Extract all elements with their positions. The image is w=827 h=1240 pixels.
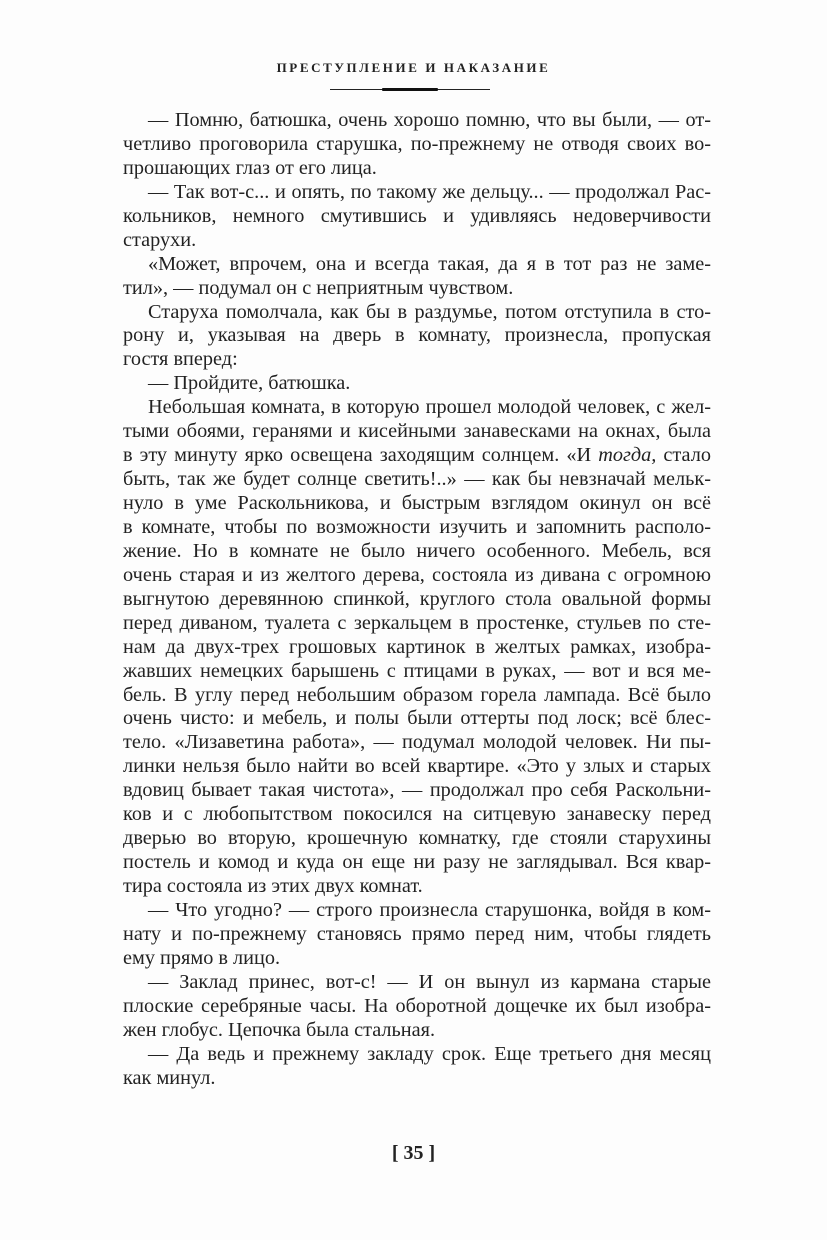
text-line-content: прошающих глаз от его лица. <box>123 156 377 179</box>
text-line-content: нату и по-прежнему становясь прямо перед ним, чтобы глядеть <box>123 922 711 945</box>
text-line <box>123 995 711 1019</box>
text-line <box>123 181 711 205</box>
text-line <box>123 133 711 157</box>
text-line <box>123 851 711 875</box>
text-line <box>123 468 711 492</box>
text-line-content: плоские серебряные часы. На оборотной дощечке их был изобра- <box>123 994 711 1017</box>
text-line-content: — Что угодно? — строго произнесла старушонка, войдя в ком- <box>148 898 711 921</box>
text-line-content: — Пройдите, батюшка. <box>148 372 351 395</box>
text-line-content: Старуха помолчала, как бы в раздумье, потом отступила в сто- <box>148 300 711 323</box>
text-line <box>123 109 711 133</box>
text-line-content: тело. «Лизаветина работа», — подумал молодой человек. Ни пы- <box>123 731 711 754</box>
text-line <box>123 1067 711 1091</box>
text-line <box>123 612 711 636</box>
text-line-content: постель и комод и куда он еще ни разу не заглядывал. Вся квар- <box>123 851 711 874</box>
text-line <box>123 205 711 229</box>
text-line <box>123 707 711 731</box>
text-line-content: вдовиц бывает такая чистота», — продолжал про себя Раскольни- <box>123 779 711 802</box>
text-line <box>123 372 711 396</box>
header-divider-ornament <box>382 88 438 91</box>
running-title: ПРЕСТУПЛЕНИЕ И НАКАЗАНИЕ <box>276 60 551 75</box>
text-line <box>123 971 711 995</box>
text-line <box>123 444 711 468</box>
text-line-content: старухи. <box>123 228 197 251</box>
text-line-content: — Помню, батюшка, очень хорошо помню, что вы были, — от- <box>148 109 711 131</box>
text-line <box>123 660 711 684</box>
text-line-content: бель. В углу перед небольшим образом горела лампада. Всё было <box>123 683 711 706</box>
text-line-content: очень старая и из желтого дерева, состояла из дивана с огромною <box>123 563 711 586</box>
text-line <box>123 301 711 325</box>
text-line-content: рону и, указывая на дверь в комнату, произнесла, пропуская <box>123 324 711 347</box>
text-line-content: тира состояла из этих двух комнат. <box>123 875 423 897</box>
text-line <box>123 803 711 827</box>
text-line <box>123 564 711 588</box>
text-line-content: жавших немецких барышень с птицами в руках, — вот и вся ме- <box>123 659 711 682</box>
text-line-content: перед диваном, туалета с зеркальцем в простенке, стульев по сте- <box>123 611 711 634</box>
text-line <box>123 779 711 803</box>
text-line-content: как минул. <box>123 1066 216 1089</box>
text-line-content: — Так вот-с... и опять, по такому же дельцу... — продолжал Рас- <box>148 180 711 203</box>
text-line-content: гостя вперед: <box>123 348 238 371</box>
text-line <box>123 324 711 348</box>
text-line <box>123 1019 711 1043</box>
text-line <box>123 731 711 755</box>
text-line-content: тил», — подумал он с неприятным чувством. <box>123 276 514 299</box>
text-line <box>123 588 711 612</box>
page-number: [ 35 ] <box>391 1142 436 1164</box>
text-line-continuation: стало <box>656 444 711 467</box>
text-line <box>123 684 711 708</box>
text-line <box>123 875 711 899</box>
text-line-content: линки нельзя было найти во всей квартире. «Это у злых и старых <box>123 755 711 778</box>
text-line-content: ему прямо в лицо. <box>123 946 281 969</box>
text-line <box>123 277 711 301</box>
text-line <box>123 420 711 444</box>
text-line-content: — Да ведь и прежнему закладу срок. Еще третьего дня месяц <box>148 1042 711 1065</box>
text-line-content: жен глобус. Цепочка была стальная. <box>123 1018 436 1041</box>
text-line-content: в эту минуту ярко освещена заходящим солнцем. «И <box>123 444 599 467</box>
text-line-content: тыми обоями, геранями и кисейными занавесками на окнах, была <box>123 420 711 443</box>
text-line <box>123 348 711 372</box>
text-line-content: дверью во вторую, крошечную комнатку, где стояли старухины <box>123 827 711 850</box>
text-line-content: четливо проговорила старушка, по-прежнему не отводя своих во- <box>123 132 711 155</box>
text-line-content: нам да двух-трех грошовых картинок в желтых рамках, изобра- <box>123 635 711 658</box>
text-line <box>123 1043 711 1067</box>
text-line <box>123 492 711 516</box>
text-line-content: жение. Но в комнате не было ничего особенного. Мебель, вся <box>123 539 711 562</box>
text-line <box>123 636 711 660</box>
text-line <box>123 899 711 923</box>
text-line-content: ков и с любопытством покосился на ситцевую занавеску перед <box>123 803 711 826</box>
italic-emphasis: тогда, <box>598 444 657 467</box>
text-line-content: в комнате, чтобы по возможности изучить и запомнить располо- <box>123 515 711 538</box>
text-line-content: нуло в уме Раскольникова, и быстрым взглядом окинул он всё <box>123 492 711 514</box>
text-line-content: «Может, впрочем, она и всегда такая, да я в тот раз не заме- <box>148 252 711 275</box>
text-line <box>123 540 711 564</box>
page-body-text <box>123 109 711 1090</box>
text-line <box>123 396 711 420</box>
text-line-content: кольников, немного смутившись и удивляясь недоверчивости <box>123 204 711 227</box>
text-line <box>123 827 711 851</box>
text-line <box>123 923 711 947</box>
text-line-content: быть, так же будет солнце светить!..» — как бы невзначай мельк- <box>123 468 711 491</box>
text-line-content: выгнутою деревянною спинкой, круглого стола овальной формы <box>123 587 711 610</box>
text-line-content: — Заклад принес, вот-с! — И он вынул из кармана старые <box>148 970 711 993</box>
text-line-content: очень чисто: и мебель, и полы были оттерты под лоск; всё блес- <box>123 707 711 730</box>
text-line <box>123 229 711 253</box>
text-line-content: Небольшая комната, в которую прошел молодой человек, с жел- <box>148 396 711 419</box>
text-line <box>123 253 711 277</box>
text-line <box>123 157 711 181</box>
text-line <box>123 516 711 540</box>
text-line <box>123 755 711 779</box>
text-line <box>123 947 711 971</box>
